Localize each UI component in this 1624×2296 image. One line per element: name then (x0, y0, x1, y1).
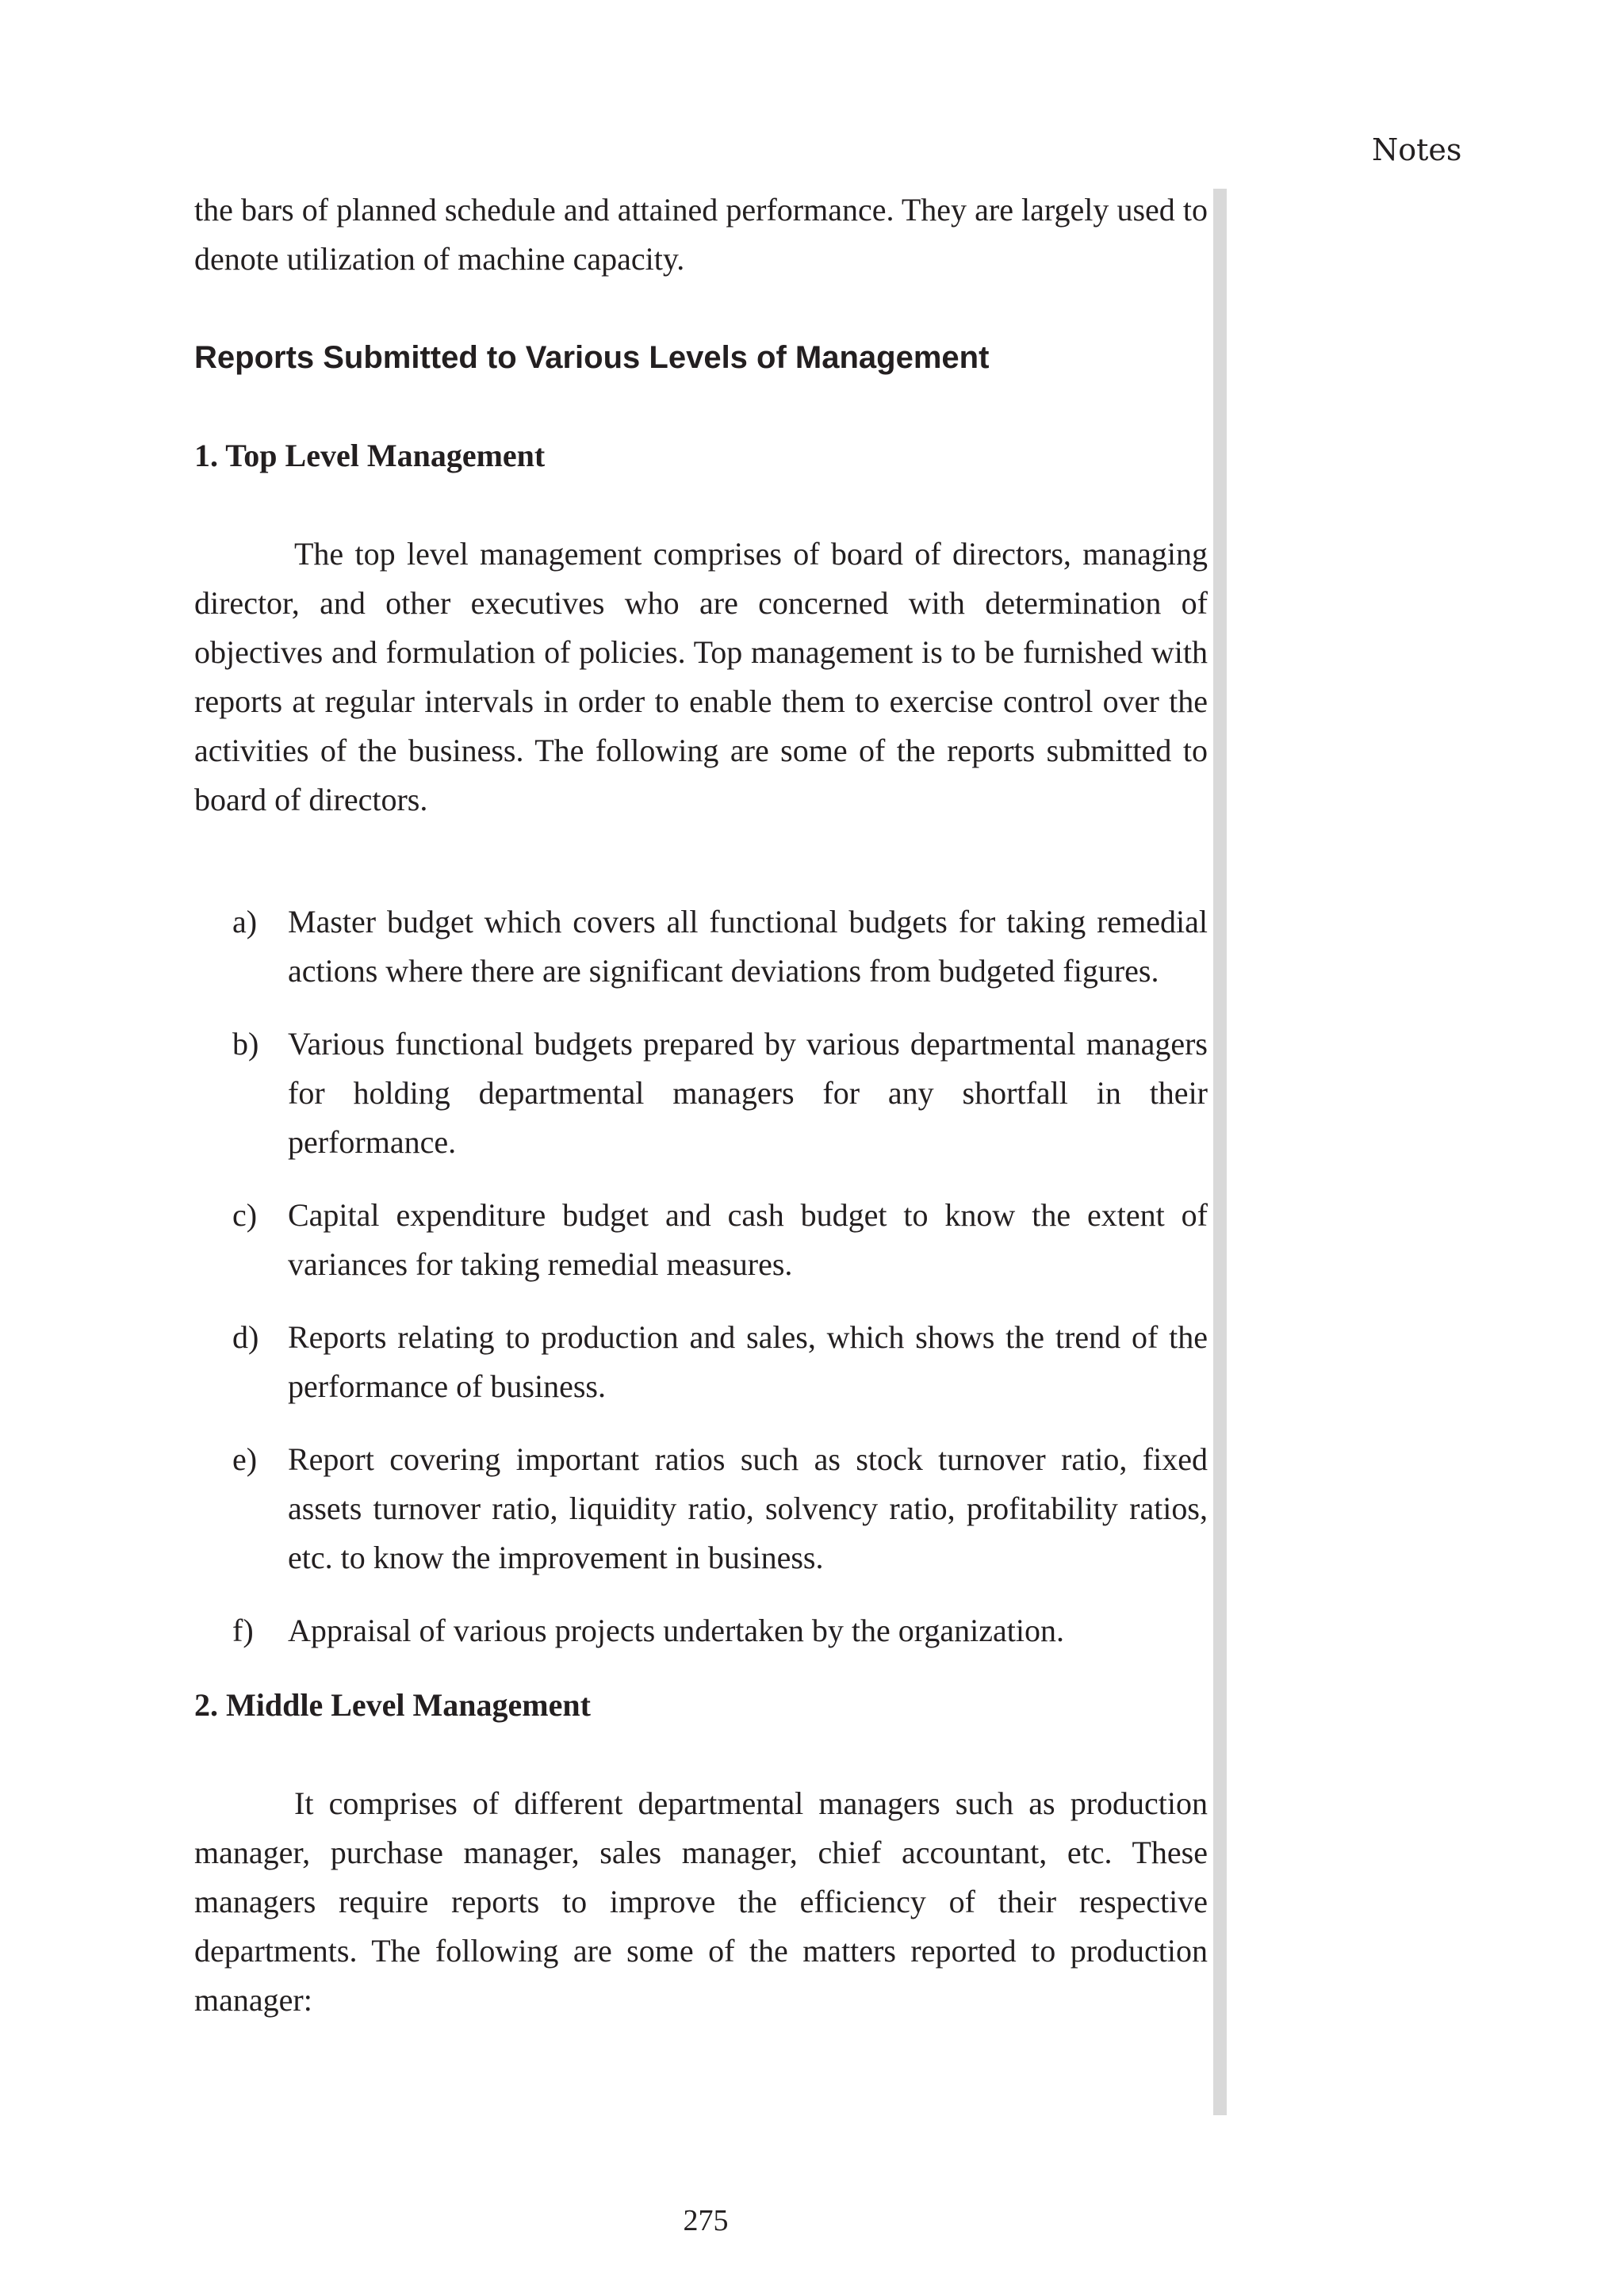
list-marker: a) (232, 904, 258, 939)
list-marker: e) (232, 1441, 258, 1477)
section-2-paragraph: It comprises of different departmental managers such as production manager, purchase manager, sales manager, chief accountant, etc. These managers require reports to improve the efficiency of their respective departments. The following are some of the matters reported to production manager: (194, 1785, 1208, 2018)
page-number: 275 (683, 2204, 729, 2237)
page-content (194, 186, 1208, 2025)
list-marker: b) (232, 1026, 259, 1062)
list-item-text: Capital expenditure budget and cash budget to know the extent of variances for taking remedial measures. (288, 1197, 1208, 1282)
list-item (194, 1606, 1208, 1655)
margin-rule (1213, 189, 1227, 2115)
reports-list (194, 897, 1208, 1655)
list-item-text: Master budget which covers all functional budgets for taking remedial actions where there are significant deviations from budgeted figures. (288, 904, 1208, 989)
list-item (194, 1191, 1208, 1289)
margin-notes-label: Notes (1372, 132, 1462, 167)
continuation-paragraph: the bars of planned schedule and attained performance. They are largely used to denote utilization of machine capacity. (194, 192, 1208, 277)
list-item (194, 1435, 1208, 1582)
section-2-heading: 2. Middle Level Management (194, 1687, 591, 1723)
list-item (194, 897, 1208, 996)
section-1-heading: 1. Top Level Management (194, 438, 546, 473)
list-marker: c) (232, 1197, 258, 1233)
list-item-text: Various functional budgets prepared by various departmental managers for holding departmental managers for any shortfall in their performance. (288, 1026, 1208, 1160)
section-1-paragraph: The top level management comprises of board of directors, managing director, and other executives who are concerned with determination of objectives and formulation of policies. Top management is to be furnished with reports at regular intervals in order to enable them to exercise control over the activities of the business. The following are some of the reports submitted to board of directors. (194, 536, 1208, 817)
list-marker: d) (232, 1319, 259, 1355)
list-item-text: Reports relating to production and sales, which shows the trend of the performance of business. (288, 1319, 1208, 1404)
list-item-text: Report covering important ratios such as stock turnover ratio, fixed assets turnover ratio, liquidity ratio, solvency ratio, profitability ratios, etc. to know the improvement in business. (288, 1441, 1208, 1575)
list-item (194, 1313, 1208, 1411)
list-item-text: Appraisal of various projects undertaken by the organization. (288, 1613, 1064, 1648)
main-heading: Reports Submitted to Various Levels of Management (194, 340, 990, 375)
list-item (194, 1020, 1208, 1167)
list-marker: f) (232, 1613, 254, 1648)
